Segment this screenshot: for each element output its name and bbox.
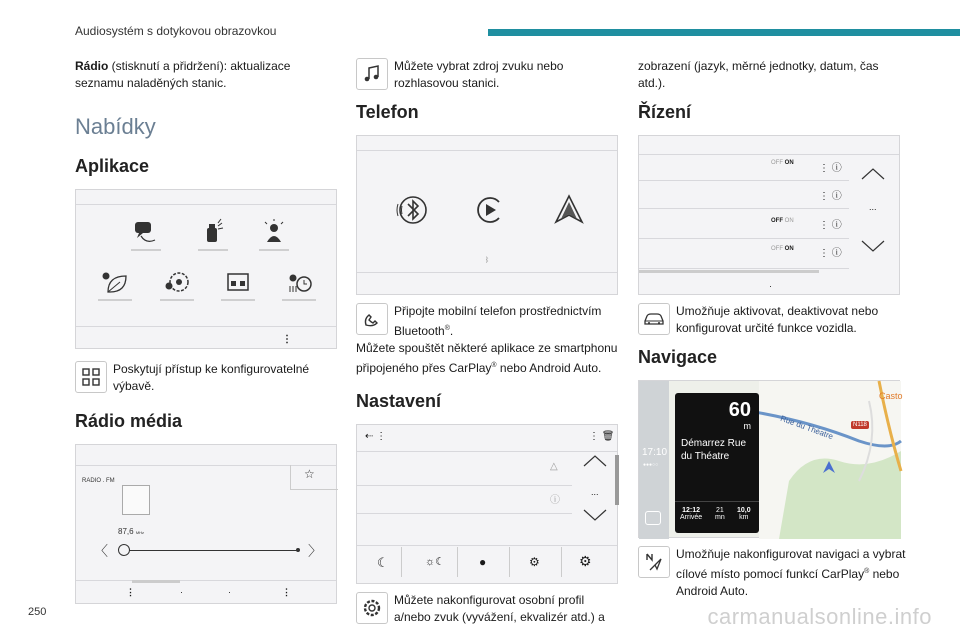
phone-description-1: Připojte mobilní telefon prostřednictvím Bluetooth®. xyxy=(394,304,602,338)
row-3-info-icon[interactable]: ⋮ ⓘ xyxy=(819,220,842,231)
carplay-icon[interactable] xyxy=(471,192,507,228)
settings-menu-icon[interactable]: ⋮ 🗑 xyxy=(589,431,615,442)
page-number: 250 xyxy=(28,606,47,618)
column-1 xyxy=(75,58,337,604)
settings-warning-icon: △ xyxy=(550,461,558,472)
phone-screen xyxy=(356,135,618,295)
navigation-desc-row xyxy=(638,546,906,600)
profile-icon[interactable]: ● xyxy=(479,555,487,569)
settings-back-icon[interactable]: ⇠ ⋮ xyxy=(365,431,387,442)
driving-title: Řízení xyxy=(638,102,692,122)
radio-dot-1[interactable]: · xyxy=(180,587,183,597)
navigation-arrow-icon xyxy=(638,546,670,578)
settings-title: Nastavení xyxy=(356,391,442,411)
apps-desc-row xyxy=(75,361,337,395)
column-3 xyxy=(638,58,906,600)
previous-station-icon[interactable]: 〈 xyxy=(94,543,108,559)
navigation-description-1: Umožňuje nakonfigurovat navigaci a vybrat cílové místo pomocí funkcí CarPlay® nebo Android Auto. xyxy=(676,547,906,598)
maneuver-instruction: Démarrez Rue du Théatre xyxy=(681,438,747,462)
bluetooth-status-icon: ᛒ xyxy=(485,257,490,264)
app-tile-2[interactable] xyxy=(198,218,228,252)
nav-home-icon[interactable] xyxy=(645,511,661,525)
air-freshener-icon xyxy=(198,218,228,252)
nav-desc-tail: nebo Android Auto. xyxy=(676,567,900,598)
apps-description: Poskytují přístup ke konfigurovatelné výbavě. xyxy=(113,362,310,393)
apps-screen xyxy=(75,189,337,349)
driving-desc-row xyxy=(638,303,900,337)
radio-desc-row xyxy=(356,58,618,92)
climate-timer-icon xyxy=(282,268,316,302)
map-street-label: Rue du Théatre xyxy=(779,413,835,442)
radio-description: Můžete vybrat zdroj zvuku nebo rozhlasovou stanici. xyxy=(394,59,564,90)
night-mode-icon[interactable]: ☾ xyxy=(377,555,389,570)
settings-info-icon: ⓘ xyxy=(550,495,560,506)
toggle-row-1[interactable]: OFF ON xyxy=(771,160,794,166)
app-tile-4[interactable] xyxy=(98,268,132,302)
app-tile-7[interactable] xyxy=(282,268,316,302)
message-icon xyxy=(131,218,161,252)
music-note-icon xyxy=(356,58,388,90)
nav-clock: 17:10 xyxy=(642,447,668,458)
driving-scroll-indicator xyxy=(639,270,819,273)
navigation-title: Navigace xyxy=(638,347,718,367)
header-accent-bar xyxy=(488,29,960,36)
apps-grid-icon xyxy=(75,361,107,393)
settings-screen xyxy=(356,424,618,584)
page-header-title: Audiosystém s dotykovou obrazovkou xyxy=(75,24,277,38)
cabin-light-icon xyxy=(259,218,289,252)
dashboard-icon xyxy=(221,268,255,302)
next-station-icon[interactable]: 〉 xyxy=(308,543,322,559)
row-4-info-icon[interactable]: ⋮ ⓘ xyxy=(819,248,842,259)
radio-screen xyxy=(75,444,337,604)
android-auto-icon[interactable] xyxy=(551,192,587,228)
settings-scrollbar[interactable] xyxy=(615,455,619,505)
sound-settings-icon[interactable]: ⚙ xyxy=(529,555,540,569)
settings-description: Můžete nakonfigurovat osobní profil a/nebo zvuk (vyvážení, ekvalizér atd.) a xyxy=(394,593,605,624)
toggle-row-3[interactable]: OFF ON xyxy=(771,218,794,224)
trip-duration: 21 mn xyxy=(715,507,725,521)
eco-leaf-icon xyxy=(98,268,132,302)
arrival-time: 12:12 Arrivée xyxy=(680,507,703,521)
settings-scroll-down-icon[interactable] xyxy=(583,509,607,521)
driving-description: Umožňuje aktivovat, deaktivovat nebo konfigurovat určité funkce vozidla. xyxy=(676,304,879,335)
driving-scroll-up-icon[interactable] xyxy=(861,168,885,180)
wheel-settings-icon xyxy=(160,268,194,302)
app-tile-5[interactable] xyxy=(160,268,194,302)
phone-desc-row xyxy=(356,303,618,340)
driving-scroll-down-icon[interactable] xyxy=(861,240,885,252)
maneuver-distance: 60 xyxy=(728,399,751,421)
watermark: carmanualsonline.info xyxy=(707,604,932,629)
radio-intro-text: Rádio (stisknutí a přidržení): aktualizace seznamu naladěných stanic. xyxy=(75,59,291,90)
driving-screen: · OFF ON OFF ON OFF ON ⋮ ⓘ ⋮ ⓘ ⋮ ⓘ ⋮ ⓘ ... xyxy=(638,135,900,295)
apps-more-icon[interactable]: ⋮ xyxy=(282,334,292,345)
settings-scroll-up-icon[interactable] xyxy=(583,455,607,467)
radio-more-icon[interactable]: ⋮ xyxy=(282,587,291,597)
column-2 xyxy=(356,58,618,626)
app-tile-3[interactable] xyxy=(259,218,289,252)
trip-distance: 10,0 km xyxy=(737,507,751,521)
radio-media-title: Rádio média xyxy=(75,411,183,431)
toggle-row-4[interactable]: OFF ON xyxy=(771,246,794,252)
radio-dot-2[interactable]: · xyxy=(228,587,231,597)
display-settings-icon[interactable]: ⚙ xyxy=(579,553,592,569)
phone-handset-icon xyxy=(356,303,388,335)
maneuver-distance-unit: m xyxy=(743,421,751,431)
driving-ellipsis-icon: ... xyxy=(869,202,877,212)
frequency-slider-track[interactable] xyxy=(128,550,298,551)
frequency-slider-handle[interactable] xyxy=(118,544,130,556)
car-icon xyxy=(638,303,670,335)
row-1-info-icon[interactable]: ⋮ ⓘ xyxy=(819,163,842,174)
radio-band-label: RADIO . FM xyxy=(82,478,115,484)
brightness-icon[interactable]: ☼☾ xyxy=(425,556,445,568)
settings-desc-row xyxy=(356,592,618,626)
apps-title: Aplikace xyxy=(75,156,150,176)
row-2-info-icon[interactable]: ⋮ ⓘ xyxy=(819,191,842,202)
app-tile-1[interactable] xyxy=(131,218,161,252)
road-number-badge: N118 xyxy=(853,422,867,428)
section-title-menus: Nabídky xyxy=(75,114,156,139)
radio-frequency: 87,6 MHz xyxy=(118,527,145,536)
phone-title: Telefon xyxy=(356,102,419,122)
favorite-star-icon[interactable]: ☆ xyxy=(304,467,315,481)
station-logo-placeholder xyxy=(122,485,150,515)
phone-description-2: Můžete spouštět některé aplikace ze smartphonu připojeného přes CarPlay® nebo Android Auto. xyxy=(356,341,618,375)
navigation-screen: 17:10 ●●●○○ Casto N118 Rue du Théatre 60 m Démarrez Rue du Théatre 12:12 Arrivée 21 mn 10,0 km xyxy=(638,380,900,538)
app-tile-6[interactable] xyxy=(221,268,255,302)
nav-desc-registered-mark: ® xyxy=(864,568,870,575)
map-place-label: Casto xyxy=(879,391,903,401)
settings-gear-icon xyxy=(356,592,388,624)
bluetooth-icon[interactable] xyxy=(395,192,431,228)
guidance-card[interactable] xyxy=(675,393,759,533)
settings-description-cont: zobrazení (jazyk, měrné jednotky, datum, čas atd.). xyxy=(638,59,879,90)
radio-menu-icon[interactable]: ⋮ xyxy=(126,587,135,597)
settings-ellipsis-icon: ... xyxy=(591,487,599,497)
